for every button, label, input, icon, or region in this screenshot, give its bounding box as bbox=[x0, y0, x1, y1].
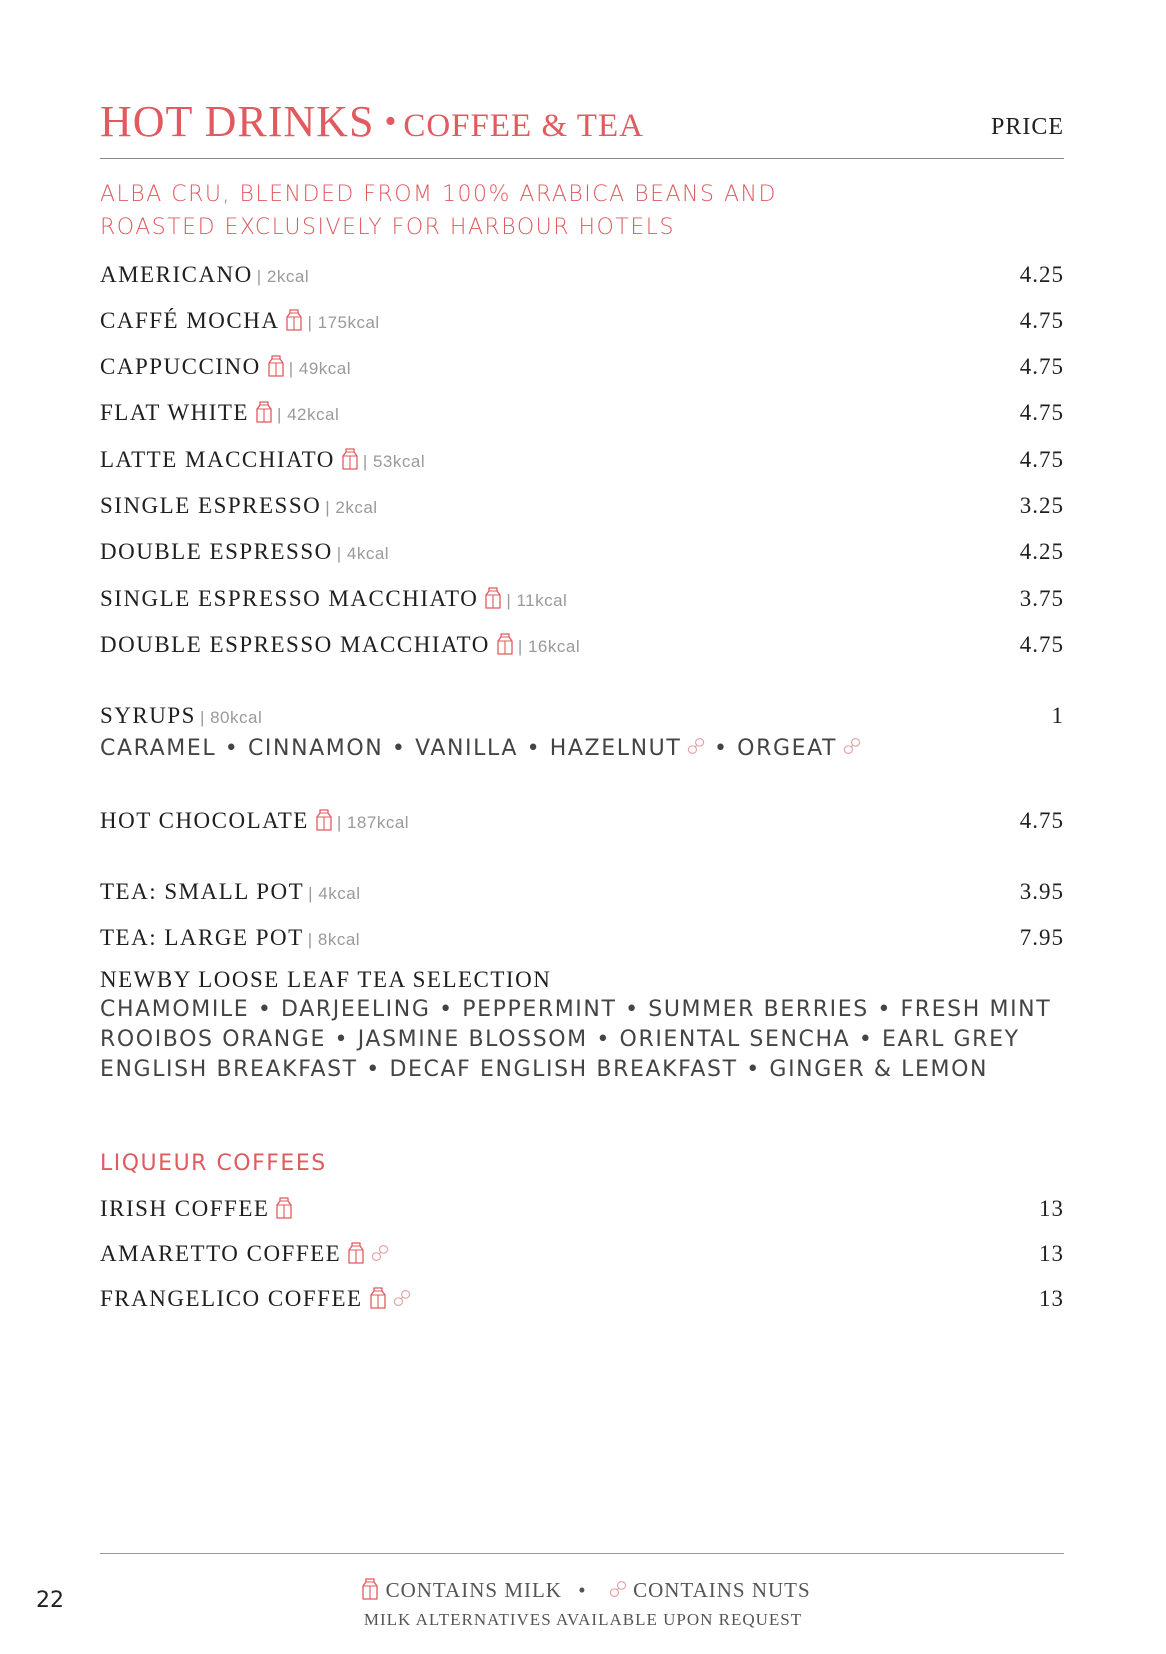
nut-icon bbox=[687, 737, 705, 755]
item-name: FRANGELICO COFFEE bbox=[100, 1286, 363, 1311]
item-kcal: | 42kcal bbox=[276, 405, 340, 424]
milk-icon bbox=[255, 401, 273, 423]
milk-icon bbox=[369, 1287, 387, 1309]
item-price: 4.75 bbox=[1019, 632, 1064, 657]
milk-icon bbox=[361, 1578, 379, 1600]
item-name: DOUBLE ESPRESSO MACCHIATO bbox=[100, 632, 490, 657]
liqueur-section-heading: LIQUEUR COFFEES bbox=[100, 1151, 327, 1176]
menu-item-frangelico-coffee bbox=[100, 1286, 1064, 1318]
item-name: TEA: SMALL POT bbox=[100, 879, 305, 904]
menu-item-tea-small-pot bbox=[100, 879, 1064, 911]
title-separator: • bbox=[384, 103, 398, 140]
milk-icon bbox=[285, 309, 303, 331]
milk-icon bbox=[275, 1197, 293, 1219]
menu-header bbox=[100, 96, 1064, 156]
item-name: LATTE MACCHIATO bbox=[100, 447, 335, 472]
syrup-orgeat: ORGEAT bbox=[737, 736, 838, 761]
nut-icon bbox=[609, 1580, 627, 1598]
legend-milk-label: CONTAINS MILK bbox=[385, 1578, 562, 1602]
menu-item-irish-coffee bbox=[100, 1196, 1064, 1228]
item-kcal: | 49kcal bbox=[288, 359, 351, 378]
item-kcal: | 16kcal bbox=[517, 637, 581, 656]
menu-item-flat-white bbox=[100, 400, 1064, 432]
intro-line-1: ALBA CRU, BLENDED FROM 100% ARABICA BEANS AND bbox=[100, 182, 777, 207]
menu-item-hot-chocolate bbox=[100, 808, 1064, 840]
item-name: SYRUPS bbox=[100, 703, 196, 728]
item-price: 4.75 bbox=[1019, 308, 1064, 333]
page-title bbox=[100, 96, 644, 147]
item-price: 4.25 bbox=[1019, 262, 1064, 287]
tea-list-line-1: CHAMOMILE • DARJEELING • PEPPERMINT • SUMMER BERRIES • FRESH MINT bbox=[100, 997, 1052, 1022]
page-number: 22 bbox=[36, 1588, 64, 1613]
syrup-separator: • bbox=[713, 736, 729, 761]
item-price: 13 bbox=[1039, 1286, 1064, 1311]
legend-nuts-label: CONTAINS NUTS bbox=[633, 1578, 811, 1602]
item-price: 4.75 bbox=[1019, 400, 1064, 425]
item-price: 4.25 bbox=[1019, 539, 1064, 564]
item-price: 4.75 bbox=[1019, 447, 1064, 472]
milk-alternatives-note: MILK ALTERNATIVES AVAILABLE UPON REQUEST bbox=[363, 1610, 803, 1629]
item-kcal: | 187kcal bbox=[336, 813, 410, 832]
menu-item-tea-large-pot bbox=[100, 925, 1064, 957]
item-name: IRISH COFFEE bbox=[100, 1196, 270, 1221]
item-name: FLAT WHITE bbox=[100, 400, 249, 425]
price-column-header: PRICE bbox=[990, 114, 1064, 140]
nut-icon bbox=[843, 737, 861, 755]
milk-icon bbox=[315, 809, 333, 831]
item-kcal: | 53kcal bbox=[362, 452, 426, 471]
nut-icon bbox=[371, 1244, 389, 1262]
legend-separator: • bbox=[578, 1578, 587, 1602]
menu-item-syrups bbox=[100, 703, 1064, 735]
item-name: TEA: LARGE POT bbox=[100, 925, 304, 950]
item-kcal: | 11kcal bbox=[506, 591, 568, 610]
item-name: SINGLE ESPRESSO MACCHIATO bbox=[100, 586, 479, 611]
menu-item-single-espresso bbox=[100, 493, 1064, 525]
item-kcal: | 8kcal bbox=[307, 930, 361, 949]
item-price: 1 bbox=[1051, 703, 1064, 728]
title-text: HOT DRINKS bbox=[100, 97, 375, 146]
nut-icon bbox=[393, 1289, 411, 1307]
tea-list-line-3: ENGLISH BREAKFAST • DECAF ENGLISH BREAKFAST • GINGER & LEMON bbox=[100, 1057, 989, 1082]
tea-selection-title: NEWBY LOOSE LEAF TEA SELECTION bbox=[100, 967, 552, 992]
header-divider bbox=[100, 158, 1064, 159]
tea-list-line-2: ROOIBOS ORANGE • JASMINE BLOSSOM • ORIENTAL SENCHA • EARL GREY bbox=[100, 1027, 1020, 1052]
item-name: SINGLE ESPRESSO bbox=[100, 493, 322, 518]
item-kcal: | 4kcal bbox=[308, 884, 361, 903]
item-price: 13 bbox=[1039, 1241, 1064, 1266]
syrup-flavours bbox=[100, 736, 861, 761]
item-name: HOT CHOCOLATE bbox=[100, 808, 309, 833]
item-kcal: | 2kcal bbox=[256, 267, 310, 286]
menu-item-single-espresso-macchiato bbox=[100, 586, 1064, 618]
coffee-intro bbox=[100, 178, 777, 244]
menu-item-cappuccino bbox=[100, 354, 1064, 386]
item-name: AMERICANO bbox=[100, 262, 253, 287]
menu-item-americano bbox=[100, 262, 1064, 294]
item-price: 7.95 bbox=[1019, 925, 1064, 950]
milk-icon bbox=[267, 355, 285, 377]
item-name: CAFFÉ MOCHA bbox=[100, 308, 280, 333]
syrup-flavours-list: CARAMEL • CINNAMON • VANILLA • HAZELNUT bbox=[100, 736, 682, 761]
item-name: DOUBLE ESPRESSO bbox=[100, 539, 333, 564]
milk-icon bbox=[341, 448, 359, 470]
menu-item-double-espresso-macchiato bbox=[100, 632, 1064, 664]
intro-line-2: ROASTED EXCLUSIVELY FOR HARBOUR HOTELS bbox=[100, 215, 675, 240]
menu-item-double-espresso bbox=[100, 539, 1064, 571]
allergen-legend bbox=[0, 1578, 1166, 1603]
footer-divider bbox=[100, 1553, 1064, 1554]
item-kcal: | 175kcal bbox=[307, 313, 380, 332]
title-subtitle: COFFEE & TEA bbox=[403, 108, 644, 144]
item-price: 13 bbox=[1039, 1196, 1064, 1221]
milk-icon bbox=[484, 587, 502, 609]
item-kcal: | 80kcal bbox=[199, 708, 263, 727]
item-kcal: | 2kcal bbox=[325, 498, 378, 517]
item-name: AMARETTO COFFEE bbox=[100, 1241, 342, 1266]
item-price: 4.75 bbox=[1019, 354, 1064, 379]
menu-item-amaretto-coffee bbox=[100, 1241, 1064, 1273]
item-price: 3.95 bbox=[1019, 879, 1064, 904]
menu-item-latte-macchiato bbox=[100, 447, 1064, 479]
item-name: CAPPUCCINO bbox=[100, 354, 261, 379]
item-price: 3.75 bbox=[1019, 586, 1064, 611]
item-price: 3.25 bbox=[1019, 493, 1064, 518]
item-kcal: | 4kcal bbox=[336, 544, 390, 563]
milk-icon bbox=[496, 633, 514, 655]
milk-icon bbox=[347, 1242, 365, 1264]
item-price: 4.75 bbox=[1019, 808, 1064, 833]
menu-item-caffe-mocha bbox=[100, 308, 1064, 340]
